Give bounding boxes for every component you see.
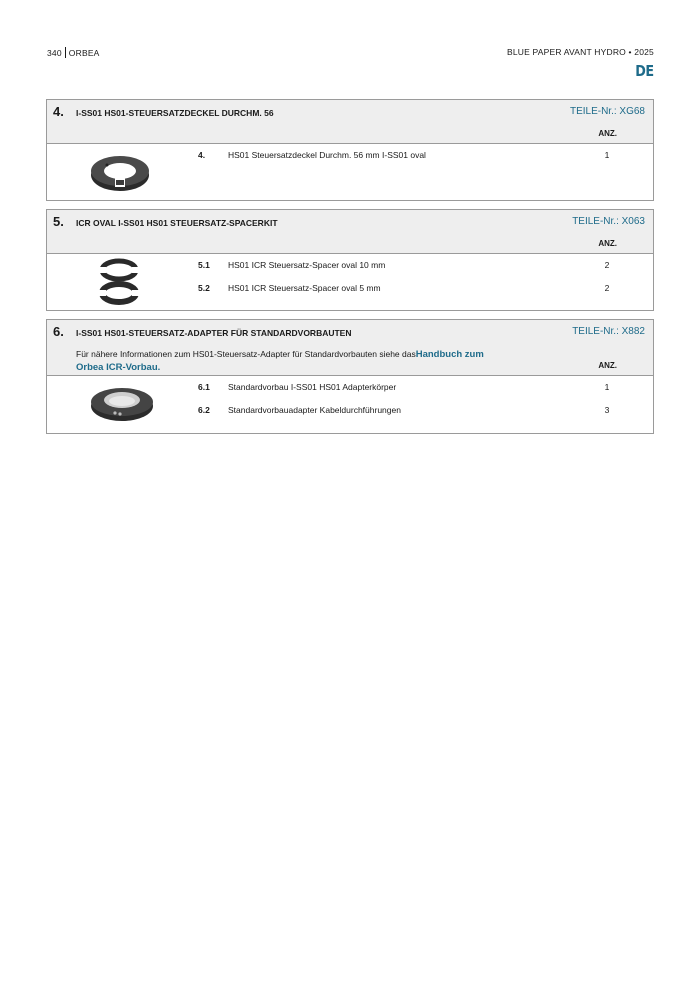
- headset-cover-image: [89, 153, 151, 193]
- item-number: 5.2: [198, 283, 210, 293]
- item-quantity: 1: [604, 150, 610, 160]
- item-quantity: 3: [604, 405, 610, 415]
- part-number: TEILE-Nr.: X882: [572, 326, 645, 337]
- part-number: TEILE-Nr.: XG68: [569, 106, 645, 117]
- item-number: 6.1: [198, 382, 210, 392]
- section-note: [76, 348, 546, 374]
- section-title: I-SS01 HS01-STEUERSATZDECKEL DURCHM. 56: [76, 108, 274, 118]
- item-quantity: 2: [604, 283, 610, 293]
- section-header: [47, 100, 653, 144]
- stem-adapter-image: [89, 384, 155, 424]
- item-description: HS01 Steuersatzdeckel Durchm. 56 mm I-SS01 oval: [228, 150, 426, 160]
- item-description: HS01 ICR Steuersatz-Spacer oval 10 mm: [228, 260, 386, 270]
- section-number: 4.: [53, 104, 64, 119]
- quantity-header: ANZ.: [598, 129, 617, 138]
- item-description: Standardvorbauadapter Kabeldurchführungen: [228, 405, 401, 415]
- brand-name: ORBEA: [68, 47, 100, 58]
- section-header: [47, 210, 653, 254]
- header-divider: [65, 47, 66, 58]
- parts-section-4: [46, 99, 654, 201]
- document-title: BLUE PAPER AVANT HYDRO • 2025: [506, 47, 654, 57]
- item-quantity: 2: [604, 260, 610, 270]
- item-description: HS01 ICR Steuersatz-Spacer oval 5 mm: [228, 283, 381, 293]
- parts-section-6: [46, 319, 654, 434]
- page-header-left: [47, 47, 100, 58]
- quantity-header: ANZ.: [598, 361, 617, 370]
- item-quantity: 1: [604, 382, 610, 392]
- section-title: ICR OVAL I-SS01 HS01 STEUERSATZ-SPACERKIT: [76, 218, 278, 228]
- spacer-kit-image: [99, 257, 139, 307]
- item-description: Standardvorbau I-SS01 HS01 Adapterkörper: [228, 382, 397, 392]
- quantity-header: ANZ.: [598, 239, 617, 248]
- item-number: 6.2: [198, 405, 210, 415]
- manual-link-continued[interactable]: Orbea ICR-Vorbau.: [76, 362, 161, 373]
- language-code: DE: [635, 62, 654, 80]
- manual-link[interactable]: Handbuch zum: [415, 349, 484, 360]
- item-number: 5.1: [198, 260, 210, 270]
- section-title: I-SS01 HS01-STEUERSATZ-ADAPTER FÜR STANDARDVORBAUTEN: [76, 328, 352, 338]
- parts-section-5: [46, 209, 654, 311]
- item-number: 4.: [198, 150, 206, 160]
- note-text: Für nähere Informationen zum HS01-Steuersatz-Adapter für Standardvorbauten siehe das: [76, 349, 416, 359]
- section-number: 5.: [53, 214, 64, 229]
- part-number: TEILE-Nr.: X063: [572, 216, 645, 227]
- section-number: 6.: [53, 324, 64, 339]
- section-header: [47, 320, 653, 376]
- page-number: 340: [47, 47, 62, 58]
